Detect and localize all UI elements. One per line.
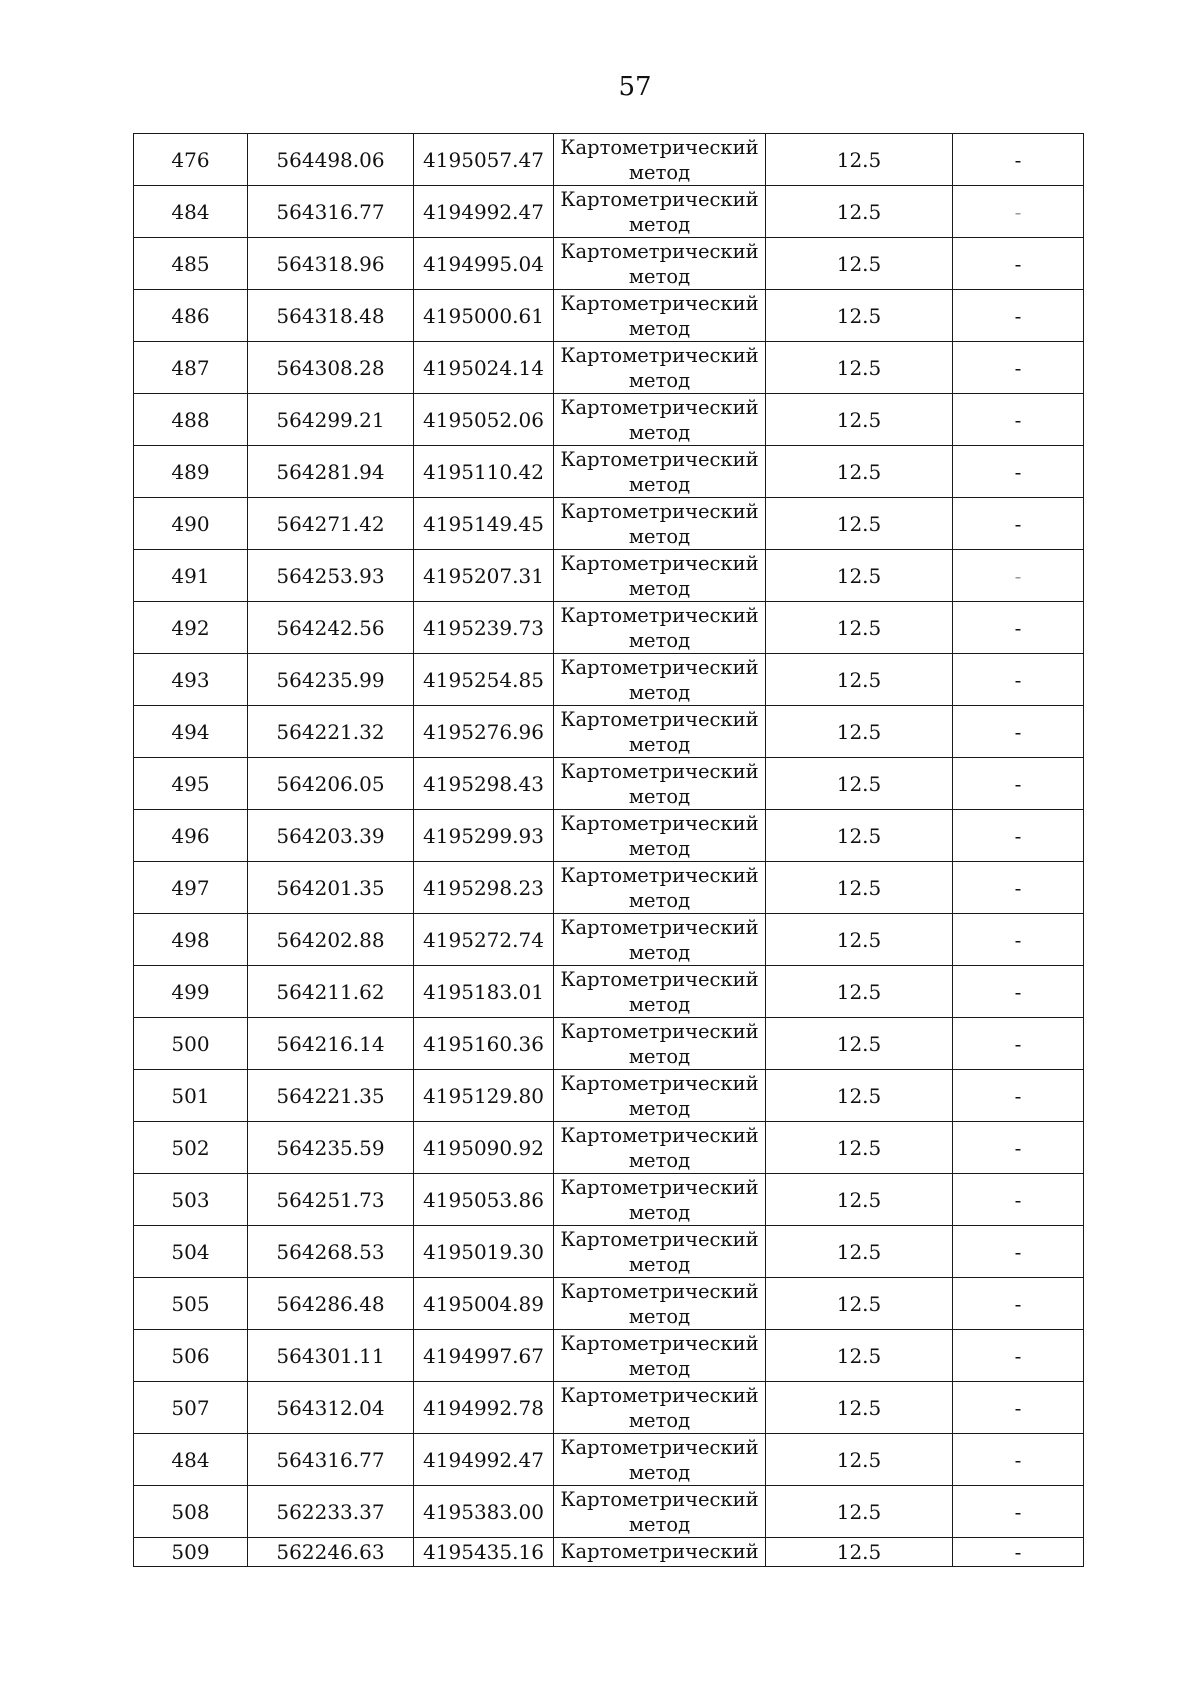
note-cell: - (953, 914, 1084, 966)
table-body (134, 134, 1084, 1567)
page-number: 57 (618, 72, 652, 102)
note-cell: - (953, 1538, 1084, 1567)
table-row (134, 186, 1084, 238)
point-number-cell: 497 (134, 862, 248, 914)
method-cell: Картометрический метод (554, 758, 766, 810)
method-cell: Картометрический метод (554, 446, 766, 498)
method-cell: Картометрический метод (554, 862, 766, 914)
note-cell: - (953, 238, 1084, 290)
coordinates-table (133, 133, 1084, 1567)
x-coordinate-cell: 564211.62 (248, 966, 414, 1018)
note-cell: - (953, 862, 1084, 914)
point-number-cell: 500 (134, 1018, 248, 1070)
y-coordinate-cell: 4195149.45 (414, 498, 554, 550)
accuracy-cell: 12.5 (766, 914, 953, 966)
point-number-cell: 484 (134, 1434, 248, 1486)
accuracy-cell: 12.5 (766, 134, 953, 186)
note-cell: - (953, 706, 1084, 758)
table-row (134, 654, 1084, 706)
y-coordinate-cell: 4195183.01 (414, 966, 554, 1018)
note-cell: - (953, 550, 1084, 602)
y-coordinate-cell: 4195019.30 (414, 1226, 554, 1278)
y-coordinate-cell: 4195435.16 (414, 1538, 554, 1567)
x-coordinate-cell: 564308.28 (248, 342, 414, 394)
point-number-cell: 503 (134, 1174, 248, 1226)
method-cell: Картометрический метод (554, 1226, 766, 1278)
y-coordinate-cell: 4195272.74 (414, 914, 554, 966)
accuracy-cell: 12.5 (766, 342, 953, 394)
table-row (134, 1382, 1084, 1434)
y-coordinate-cell: 4194995.04 (414, 238, 554, 290)
note-cell: - (953, 498, 1084, 550)
x-coordinate-cell: 564286.48 (248, 1278, 414, 1330)
accuracy-cell: 12.5 (766, 1382, 953, 1434)
x-coordinate-cell: 564242.56 (248, 602, 414, 654)
table-row (134, 290, 1084, 342)
note-cell: - (953, 446, 1084, 498)
accuracy-cell: 12.5 (766, 1018, 953, 1070)
point-number-cell: 491 (134, 550, 248, 602)
method-cell: Картометрический метод (554, 1434, 766, 1486)
note-cell: - (953, 810, 1084, 862)
table-row (134, 1486, 1084, 1538)
accuracy-cell: 12.5 (766, 498, 953, 550)
method-cell: Картометрический метод (554, 1070, 766, 1122)
point-number-cell: 484 (134, 186, 248, 238)
y-coordinate-cell: 4195298.43 (414, 758, 554, 810)
point-number-cell: 507 (134, 1382, 248, 1434)
point-number-cell: 505 (134, 1278, 248, 1330)
method-cell: Картометрический метод (554, 810, 766, 862)
method-cell: Картометрический метод (554, 550, 766, 602)
y-coordinate-cell: 4195053.86 (414, 1174, 554, 1226)
method-cell: Картометрический метод (554, 498, 766, 550)
method-cell: Картометрический метод (554, 654, 766, 706)
note-cell: - (953, 1018, 1084, 1070)
note-cell: - (953, 290, 1084, 342)
y-coordinate-cell: 4195239.73 (414, 602, 554, 654)
method-cell: Картометрический (554, 1538, 766, 1567)
accuracy-cell: 12.5 (766, 394, 953, 446)
point-number-cell: 506 (134, 1330, 248, 1382)
y-coordinate-cell: 4195160.36 (414, 1018, 554, 1070)
y-coordinate-cell: 4195024.14 (414, 342, 554, 394)
y-coordinate-cell: 4195299.93 (414, 810, 554, 862)
accuracy-cell: 12.5 (766, 758, 953, 810)
accuracy-cell: 12.5 (766, 238, 953, 290)
x-coordinate-cell: 564271.42 (248, 498, 414, 550)
method-cell: Картометрический метод (554, 290, 766, 342)
table-row (134, 1174, 1084, 1226)
accuracy-cell: 12.5 (766, 550, 953, 602)
accuracy-cell: 12.5 (766, 1278, 953, 1330)
method-cell: Картометрический метод (554, 1122, 766, 1174)
table-row (134, 134, 1084, 186)
x-coordinate-cell: 564202.88 (248, 914, 414, 966)
x-coordinate-cell: 564268.53 (248, 1226, 414, 1278)
table-row (134, 1070, 1084, 1122)
table-row (134, 342, 1084, 394)
note-cell: - (953, 1382, 1084, 1434)
y-coordinate-cell: 4194992.47 (414, 1434, 554, 1486)
point-number-cell: 509 (134, 1538, 248, 1567)
point-number-cell: 508 (134, 1486, 248, 1538)
accuracy-cell: 12.5 (766, 1538, 953, 1567)
accuracy-cell: 12.5 (766, 1174, 953, 1226)
point-number-cell: 489 (134, 446, 248, 498)
accuracy-cell: 12.5 (766, 706, 953, 758)
note-cell: - (953, 1330, 1084, 1382)
y-coordinate-cell: 4195000.61 (414, 290, 554, 342)
point-number-cell: 502 (134, 1122, 248, 1174)
table-row (134, 914, 1084, 966)
point-number-cell: 498 (134, 914, 248, 966)
method-cell: Картометрический метод (554, 238, 766, 290)
method-cell: Картометрический метод (554, 134, 766, 186)
x-coordinate-cell: 564216.14 (248, 1018, 414, 1070)
y-coordinate-cell: 4195004.89 (414, 1278, 554, 1330)
point-number-cell: 487 (134, 342, 248, 394)
note-cell: - (953, 966, 1084, 1018)
table-row (134, 550, 1084, 602)
table-row (134, 1538, 1084, 1567)
point-number-cell: 488 (134, 394, 248, 446)
accuracy-cell: 12.5 (766, 446, 953, 498)
y-coordinate-cell: 4194997.67 (414, 1330, 554, 1382)
method-cell: Картометрический метод (554, 1278, 766, 1330)
method-cell: Картометрический метод (554, 602, 766, 654)
y-coordinate-cell: 4195090.92 (414, 1122, 554, 1174)
table-row (134, 394, 1084, 446)
x-coordinate-cell: 564221.35 (248, 1070, 414, 1122)
x-coordinate-cell: 564498.06 (248, 134, 414, 186)
y-coordinate-cell: 4195207.31 (414, 550, 554, 602)
note-cell: - (953, 1278, 1084, 1330)
method-cell: Картометрический метод (554, 706, 766, 758)
x-coordinate-cell: 562233.37 (248, 1486, 414, 1538)
note-cell: - (953, 186, 1084, 238)
table-row (134, 238, 1084, 290)
x-coordinate-cell: 564318.48 (248, 290, 414, 342)
point-number-cell: 493 (134, 654, 248, 706)
x-coordinate-cell: 564301.11 (248, 1330, 414, 1382)
x-coordinate-cell: 564203.39 (248, 810, 414, 862)
table-row (134, 1434, 1084, 1486)
x-coordinate-cell: 564299.21 (248, 394, 414, 446)
method-cell: Картометрический метод (554, 394, 766, 446)
x-coordinate-cell: 564318.96 (248, 238, 414, 290)
y-coordinate-cell: 4194992.78 (414, 1382, 554, 1434)
y-coordinate-cell: 4195276.96 (414, 706, 554, 758)
point-number-cell: 492 (134, 602, 248, 654)
note-cell: - (953, 1174, 1084, 1226)
point-number-cell: 496 (134, 810, 248, 862)
accuracy-cell: 12.5 (766, 810, 953, 862)
method-cell: Картометрический метод (554, 1018, 766, 1070)
x-coordinate-cell: 564251.73 (248, 1174, 414, 1226)
point-number-cell: 495 (134, 758, 248, 810)
method-cell: Картометрический метод (554, 914, 766, 966)
accuracy-cell: 12.5 (766, 602, 953, 654)
note-cell: - (953, 394, 1084, 446)
accuracy-cell: 12.5 (766, 290, 953, 342)
accuracy-cell: 12.5 (766, 1434, 953, 1486)
accuracy-cell: 12.5 (766, 1070, 953, 1122)
table-row (134, 498, 1084, 550)
x-coordinate-cell: 564206.05 (248, 758, 414, 810)
table-row (134, 1226, 1084, 1278)
method-cell: Картометрический метод (554, 342, 766, 394)
y-coordinate-cell: 4195052.06 (414, 394, 554, 446)
x-coordinate-cell: 564221.32 (248, 706, 414, 758)
x-coordinate-cell: 562246.63 (248, 1538, 414, 1567)
note-cell: - (953, 602, 1084, 654)
y-coordinate-cell: 4194992.47 (414, 186, 554, 238)
note-cell: - (953, 1122, 1084, 1174)
point-number-cell: 504 (134, 1226, 248, 1278)
note-cell: - (953, 1226, 1084, 1278)
accuracy-cell: 12.5 (766, 1330, 953, 1382)
accuracy-cell: 12.5 (766, 1226, 953, 1278)
point-number-cell: 486 (134, 290, 248, 342)
point-number-cell: 501 (134, 1070, 248, 1122)
method-cell: Картометрический метод (554, 1174, 766, 1226)
point-number-cell: 494 (134, 706, 248, 758)
table-row (134, 1122, 1084, 1174)
y-coordinate-cell: 4195383.00 (414, 1486, 554, 1538)
point-number-cell: 485 (134, 238, 248, 290)
x-coordinate-cell: 564316.77 (248, 186, 414, 238)
x-coordinate-cell: 564201.35 (248, 862, 414, 914)
x-coordinate-cell: 564253.93 (248, 550, 414, 602)
table-row (134, 602, 1084, 654)
table-row (134, 1018, 1084, 1070)
accuracy-cell: 12.5 (766, 1122, 953, 1174)
note-cell: - (953, 342, 1084, 394)
note-cell: - (953, 134, 1084, 186)
y-coordinate-cell: 4195254.85 (414, 654, 554, 706)
accuracy-cell: 12.5 (766, 966, 953, 1018)
x-coordinate-cell: 564235.59 (248, 1122, 414, 1174)
y-coordinate-cell: 4195129.80 (414, 1070, 554, 1122)
method-cell: Картометрический метод (554, 1330, 766, 1382)
point-number-cell: 499 (134, 966, 248, 1018)
x-coordinate-cell: 564281.94 (248, 446, 414, 498)
y-coordinate-cell: 4195057.47 (414, 134, 554, 186)
table-row (134, 446, 1084, 498)
point-number-cell: 476 (134, 134, 248, 186)
note-cell: - (953, 1434, 1084, 1486)
table-row (134, 706, 1084, 758)
note-cell: - (953, 1070, 1084, 1122)
accuracy-cell: 12.5 (766, 1486, 953, 1538)
x-coordinate-cell: 564316.77 (248, 1434, 414, 1486)
method-cell: Картометрический метод (554, 186, 766, 238)
accuracy-cell: 12.5 (766, 186, 953, 238)
x-coordinate-cell: 564312.04 (248, 1382, 414, 1434)
table-row (134, 862, 1084, 914)
table-row (134, 758, 1084, 810)
x-coordinate-cell: 564235.99 (248, 654, 414, 706)
method-cell: Картометрический метод (554, 1486, 766, 1538)
method-cell: Картометрический метод (554, 1382, 766, 1434)
table-row (134, 810, 1084, 862)
accuracy-cell: 12.5 (766, 862, 953, 914)
table-row (134, 1278, 1084, 1330)
point-number-cell: 490 (134, 498, 248, 550)
y-coordinate-cell: 4195298.23 (414, 862, 554, 914)
table-row (134, 1330, 1084, 1382)
method-cell: Картометрический метод (554, 966, 766, 1018)
note-cell: - (953, 654, 1084, 706)
note-cell: - (953, 758, 1084, 810)
table-row (134, 966, 1084, 1018)
y-coordinate-cell: 4195110.42 (414, 446, 554, 498)
accuracy-cell: 12.5 (766, 654, 953, 706)
note-cell: - (953, 1486, 1084, 1538)
